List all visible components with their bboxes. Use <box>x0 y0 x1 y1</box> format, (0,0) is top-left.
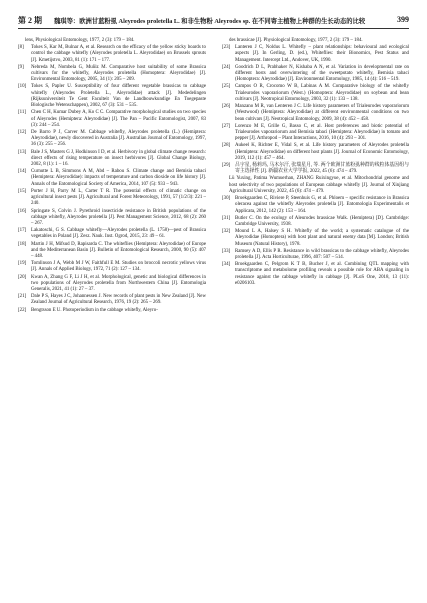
reference-number: [27] <box>222 123 231 129</box>
reference-text: Lü Yuxing, Patima Wumuerhan, ZHANG Ruixingyue, et al. Mitochondrial genome and host selectivity of two populations of European cabbage whitefly [J]. Journal of Xinjiang Agricultural University, 2022, 45 (6): 474 – 479. <box>229 176 409 194</box>
reference-entry <box>18 38 206 44</box>
page-number: 399 <box>397 15 409 24</box>
reference-text: Manzano M R, van Lenteren J C. Life history parameters of Trialeurodes vaporariorum (Westwood) (Hemiptera: Aleyrodidae) at different environmental conditions on two bean cultivars [J]. Neotropical Entomology, 2009, 38 (4): 452 – 458. <box>235 104 409 122</box>
reference-entry <box>18 294 206 307</box>
reference-entry <box>18 228 206 241</box>
reference-text: Lanteren J C, Noldus L. Whitefly – plant relationships: behavioural and ecological aspects [J]. In Gerling, D. (ed.), Whiteflies: their Bionomics, Pest Status and Management. Intercept Ltd., Andover, UK, 1990. <box>235 45 409 63</box>
reference-number: [16] <box>18 208 27 214</box>
reference-entry <box>222 45 409 64</box>
reference-entry <box>18 110 206 129</box>
reference-entry <box>18 261 206 274</box>
reference-entry <box>222 143 409 162</box>
reference-number: [10] <box>18 84 27 90</box>
reference-entry <box>222 65 409 84</box>
reference-text: Tomlinson J A, Webb M J W, Faithfull E M. Studies on broccoli necrotic yellows virus [J]. Annals of Applied Biology, 1972, 71 (2): 127 – 134. <box>31 261 206 273</box>
reference-entry <box>222 84 409 103</box>
reference-number: [9] <box>18 64 24 70</box>
reference-number: [31] <box>222 215 231 221</box>
reference-number: [17] <box>18 228 27 234</box>
reference-entry <box>222 104 409 123</box>
reference-number: [24] <box>222 64 231 70</box>
reference-entry <box>18 130 206 149</box>
reference-number: [32] <box>222 229 231 235</box>
reference-entry <box>222 249 409 262</box>
reference-number: [14] <box>18 169 27 175</box>
reference-text: Lorenzo M E, Grille G, Basso C, et al. Host preferences and biotic potential of Trialeurodes vaporariorum and Bemisia tabaci (Hemiptera: Aleyrodidae) in tomato and pepper [J]. Arthropod – Plant Interactions, 2016, 10 (4): 293 – 301. <box>235 123 409 142</box>
reference-text: Butler C. On the ecology of Aleurodes brassicae Walk. (Hemiptera) [D]. Cambridge: Cambridge University, 1938. <box>235 215 409 227</box>
reference-entry <box>18 65 206 84</box>
reference-entry <box>222 262 409 287</box>
reference-text: Ramsey A D, Ellis P R. Resistance in wild brassicas to the cabbage whitefly, Aleyrodes proletella [J]. Acta Horticulturae, 1996, 407: 507 – 514. <box>235 248 409 260</box>
reference-entry <box>18 45 206 64</box>
reference-number: [26] <box>222 104 231 110</box>
reference-text: De Barro P J, Carver M. Cabbage whitefly, Aleyrodes proletella (L.) (Hemiptera: Aleyrodidae), newly discovered in Australia [J]. Australian Journal of Entomology, 1997, 36 (3): 255 – 256. <box>31 129 206 148</box>
reference-number: [13] <box>18 149 27 155</box>
reference-number: [18] <box>18 241 27 247</box>
reference-text: Springate S, Colvin J. Pyrethroid insecticide resistance in British populations of the cabbage whitefly, Aleyrodes proletella [J]. Pest Management Science, 2012, 68 (2): 260 – 267. <box>31 208 206 227</box>
reference-number: [20] <box>18 274 27 280</box>
reference-text: Chen C H, Kumar Dubey A, Ko C C. Comparative morphological studies on two species of Aleyrodes (Hemiptera: Aleyrodidae) [J]. The Pan – Pacific Entomologist, 2007, 83 (3): 244 – 254. <box>31 110 206 128</box>
reference-entry <box>222 196 409 215</box>
references-left-column <box>18 38 206 315</box>
reference-text: Bale J S, Masters G J, Hodkinson I D, et al. Herbivory in global climate change research: direct effects of rising temperature on insect herbivores [J]. Global Change Biology, 2002, 8 (1): 1 – 16. <box>31 149 206 168</box>
reference-number: [8] <box>18 45 24 51</box>
reference-number: [29] <box>222 162 231 168</box>
reference-number: [30] <box>222 196 231 202</box>
reference-number: [12] <box>18 129 27 135</box>
reference-entry <box>222 124 409 143</box>
reference-entry <box>18 189 206 208</box>
reference-entry <box>18 242 206 261</box>
reference-entry <box>18 169 206 188</box>
reference-text: des brassicae [J]. Physiological Entomology, 1977, 2 (3): 179 – 184. <box>229 38 363 43</box>
reference-text: Porter J H, Parry M L, Carter T R. The potential effects of climatic change on agricultural insect pests [J]. Agricultural and Forest Meteorology, 1991, 57 (1/2/3): 221 – 240. <box>31 188 206 207</box>
reference-text: Campos O R, Crocomo W B, Labinas A M. Comparative biology of the whitefly Trialeurodes vaporariorum (West.) (Homoptera: Aleyrodidae) on soybean and bean cultivars [J]. Neotropical Entomology, 2003, 32 (1): 133 – 138. <box>235 84 409 102</box>
reference-entry <box>18 308 206 314</box>
reference-text: lens, Physiological Entomology, 1977, 2 (3): 179 – 184. <box>25 38 135 43</box>
reference-entry <box>222 229 409 248</box>
reference-text: Mound L A, Halsey S H. Whitefly of the world; a systematic catalogue of the Aleyrodidae (Homoptera) with host plant and natural enemy data [M]. London; British Museum (Natural History), 1978. <box>235 229 409 247</box>
reference-number: [34] <box>222 262 231 268</box>
reference-text: Dale P S, Hayes J C, Johannessen J. New records of plant pests in New Zealand [J]. New Zealand Journal of Agricultural Research, 1976, 19 (2): 265 – 269. <box>31 294 206 306</box>
reference-text: Lakatoschi, G S. Cabbage whitefly—Aleyrodes proletella (L. 1758)—pest of Brassica vegetables in Poland [J]. Zesz. Nauk. Inst. Ogrod, 2015, 23: 49 – 61. <box>31 228 206 240</box>
reference-entry <box>18 150 206 169</box>
reference-entry <box>222 176 409 195</box>
reference-text: Broekgaarden C, Pelgrom K T B, Bucher J, et al. Combining QTL mapping with transcriptome and metabolome profiling reveals a possible role for ABA signaling in resistance against the cabbage whitefly in cabbage [J]. PLoS One, 2018, 13 (11): e0206103. <box>235 262 409 286</box>
reference-text: Bengtsson E U. Photoperiodism in the cabbage whitefly, Aleyro- <box>31 307 158 313</box>
reference-number: [19] <box>18 261 27 267</box>
references-right-column <box>222 38 409 288</box>
reference-entry <box>18 84 206 109</box>
reference-text: Kwan A, Zhang G F, Li J H, et al. Morphological, genetic and biological differences in two populations of Aleyrodes proletella from Northwestern China [J]. Entomologia Generalis, 2021, 41 (1): 27 – 37. <box>31 274 206 293</box>
reference-text: Goodrich D L, Prabhaker N, Kishaba A N, et al. Variation in developmental rate on different hosts and overwintering of the sweetpotato whitefly, Bemisia tabaci (Homoptera: Aleyrodidae) [J]. Environmental Entomology, 1985, 14 (4): 516 – 519. <box>235 64 409 83</box>
reference-text: Tokes S, Kar M, Bulnar A, et al. Research on the efficacy of the yellow sticky boards to control the cabbage whitefly (Aleyrodes proletella L. Aleyrodidae) on Brussels sprouts [J]. Kmetijstvo, 2003, 81 (1): 171 – 177. <box>31 45 206 63</box>
reference-number: [22] <box>18 307 27 313</box>
issue-number: 第 2 期 <box>18 16 42 25</box>
reference-number: [15] <box>18 188 27 194</box>
reference-number: [23] <box>222 45 231 51</box>
reference-number: [33] <box>222 248 231 254</box>
reference-number: [11] <box>18 110 26 116</box>
reference-text: Nebreda M, Nombela G, Muñiz M. Comparative host suitability of some Brassica cultivars for the whitefly, Aleyrodes proletella (Homoptera: Aleyrodidae) [J]. Environmental Entomology, 2005, 34 (1): 205 – 209. <box>31 64 206 83</box>
reference-text: Broekgaarden C, Riviere P, Steenhuis G, et al. Phloem – specific resistance in Brassica oleracea against the whitefly Aleyrodes proletella [J]. Entomologia Experimentalis et Applicata, 2012, 142 (2): 153 – 164. <box>235 196 409 214</box>
reference-text: 吕宇星, 杨莉玛, 马木尔汗, 张瑞星月, 等. 两个欧洲甘蓝粉虱种群的线粒体基因组与寄主选择性 [J]. 新疆农业大学学报, 2022, 45 (6): 474 – 479. <box>235 162 409 175</box>
reference-entry <box>222 163 409 176</box>
reference-number: [21] <box>18 294 27 300</box>
reference-entry <box>222 216 409 229</box>
reference-number: [25] <box>222 84 231 90</box>
reference-entry <box>18 275 206 294</box>
reference-text: Aukeel K, Richter E, Vidal S, et al. Life history parameters of Aleyrodes proletella (Hemiptera: Aleyrodidae) on different host plants [J]. Journal of Economic Entomology, 2019, 112 (1): 457 – 464. <box>235 143 409 161</box>
reference-text: Martin J H, Mifsud D, Rapisarda C. The whiteflies (Hemiptera: Aleyrodidae) of Europe and the Mediterranean Basin [J]. Bulletin of Entomological Research, 2000, 90 (5): 407 – 448. <box>31 241 206 260</box>
reference-entry <box>222 38 409 44</box>
reference-entry <box>18 209 206 228</box>
reference-text: Curnutte L B, Simmons A M, Abd – Rabou S. Climate change and Bemisia tabaci (Hemiptera: Aleyrodidae): impacts of temperature and carbon dioxide on life history [J]. Annals of the Entomological Society of America, 2014, 107 (5): 933 – 943. <box>31 169 206 187</box>
reference-text: Tokes S, Papler U. Susceptibility of four different vegetable brassicas to cabbage whitefly (Aleyrodes Proletella L., Aleyrodidae) attack [J]. Mededelingen (Rijksuniversiteit Te Gent Faculteit Van de Landbouwkundige En Toegepaste Biologische Wetenschappen), 2002, 67 (3): 531 – 535. <box>31 84 206 109</box>
reference-number: [28] <box>222 143 231 149</box>
running-title: 魏琪等：欧洲甘蓝粉虱 Aleyrodes proletella L. 和非生物粉 Aleyrodes sp. 在不同寄主植物上种群的生长动态的比较 <box>54 17 366 25</box>
running-header <box>18 15 409 29</box>
